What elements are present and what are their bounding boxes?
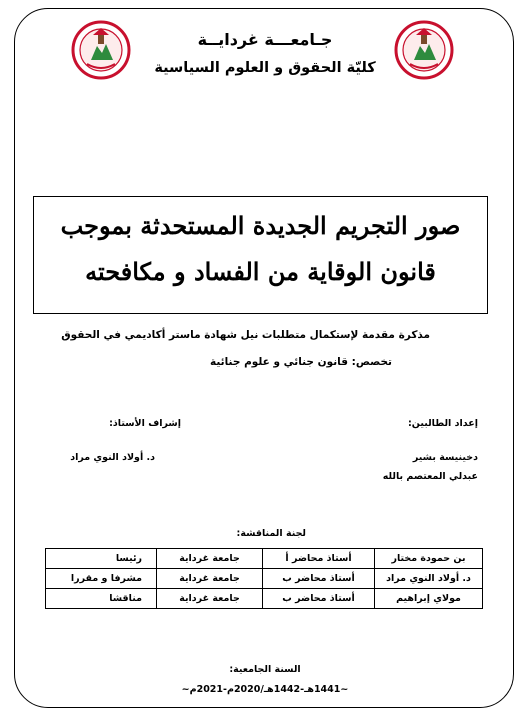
- thesis-title-line-2: قانون الوقاية من الفساد و مكافحته: [85, 257, 436, 286]
- university-name: جـامعـــة غردايــة: [197, 30, 333, 49]
- student-name-2: عبدلي المعتصم بالله: [382, 471, 478, 482]
- table-row: [46, 549, 483, 569]
- student-name-1: دخينيسة بشير: [412, 452, 478, 463]
- jury-member-rank: أستاذ محاضر ب: [263, 589, 375, 609]
- supervisor-name: د. أولاد النوي مراد: [70, 452, 155, 463]
- jury-member-name: د. أولاد النوي مراد: [375, 569, 483, 589]
- academic-year-value: ~1441هـ-1442هـ/2020م-2021م~: [181, 684, 349, 695]
- table-row: [46, 589, 483, 609]
- jury-member-role: مناقشا: [46, 589, 157, 609]
- jury-table: [45, 548, 483, 609]
- faculty-name: كليّة الحقوق و العلوم السياسية: [154, 60, 376, 76]
- jury-member-name: بن حمودة مختار: [375, 549, 483, 569]
- specialty: تخصص: قانون جنائي و علوم جنائية: [210, 356, 392, 368]
- jury-member-role: مشرفا و مقررا: [46, 569, 157, 589]
- jury-member-university: جامعة غرداية: [157, 589, 263, 609]
- table-row: [46, 569, 483, 589]
- jury-member-name: مولاي إبراهيم: [375, 589, 483, 609]
- jury-member-role: رئيسا: [46, 549, 157, 569]
- jury-member-rank: أستاذ محاضر ب: [263, 569, 375, 589]
- supervisor-label: إشراف الأستاذ:: [109, 418, 181, 429]
- thesis-title-box: [33, 196, 488, 314]
- students-label: إعداد الطالبين:: [408, 418, 478, 429]
- thesis-title-line-1: صور التجريم الجديدة المستحدثة بموجب: [60, 211, 461, 240]
- jury-label: لجنة المناقشة:: [236, 528, 306, 539]
- jury-member-university: جامعة غرداية: [157, 549, 263, 569]
- memo-description: مذكرة مقدمة لإستكمال متطلبات نيل شهادة ماستر أكاديمي في الحقوق: [61, 329, 430, 341]
- jury-member-rank: أستاذ محاضر أ: [263, 549, 375, 569]
- academic-year-label: السنة الجامعية:: [229, 664, 301, 675]
- jury-member-university: جامعة غرداية: [157, 569, 263, 589]
